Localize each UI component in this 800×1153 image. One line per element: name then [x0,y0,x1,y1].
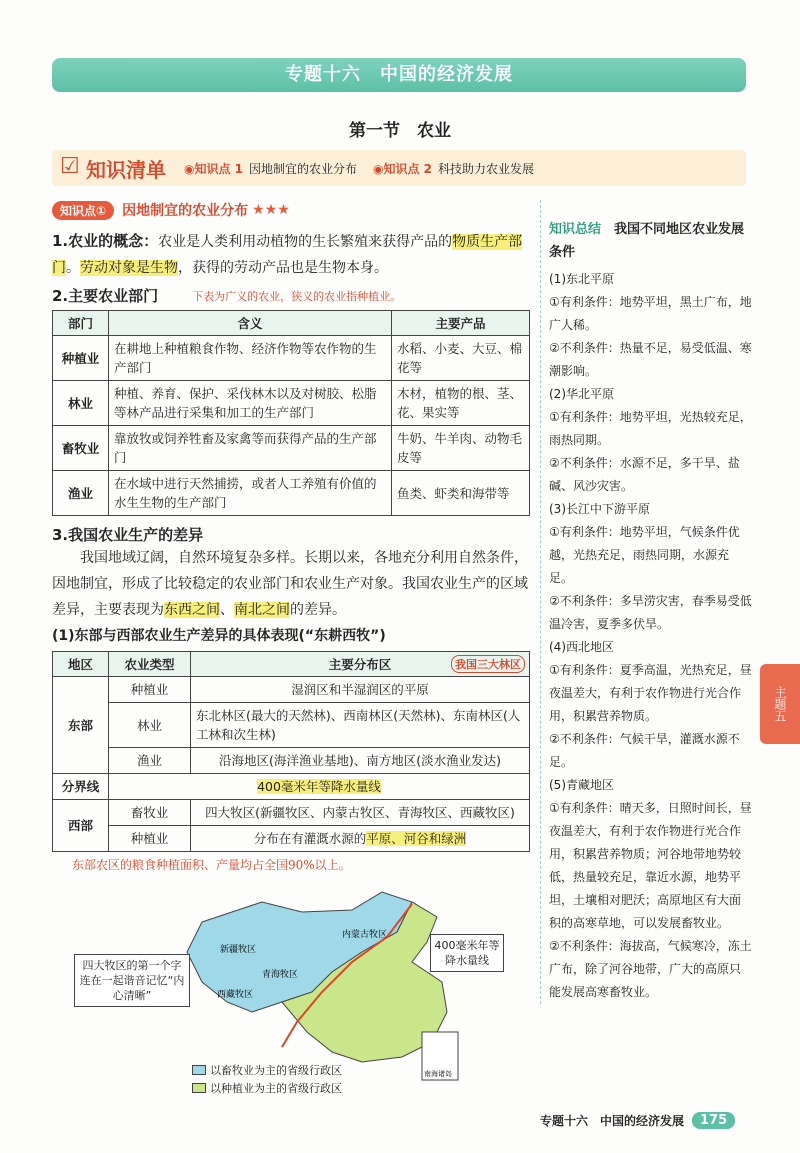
region-line: ①有利条件：地势平坦，黑土广布，地广人稀。 [549,295,752,332]
sectors-heading: 2.主要农业部门 [52,287,159,305]
table-row [53,677,530,703]
diff-heading: 3.我国农业生产的差异 [52,526,204,544]
map-label: 西藏牧区 [217,990,254,1000]
handwritten-note: 下表为广义的农业，狭义的农业指种植业。 [192,289,402,303]
region-line: ①有利条件：夏季高温，光热充足，昼夜温差大，有利于农作物进行光合作用，积累营养物质。 [549,663,752,723]
region-line: ②不利条件：多旱涝灾害，春季易受低温冷害，夏季多伏旱。 [549,594,752,631]
legend-item [192,1080,342,1096]
table-row [53,703,530,748]
knowledge-list-bar [52,150,746,186]
sectors-heading-row [52,285,530,306]
table-row [53,471,530,516]
summary-sidebar [540,200,752,1004]
table-row [53,748,530,774]
cell: 林业 [53,381,109,426]
table-header [191,652,530,677]
cell: 四大牧区(新疆牧区、内蒙古牧区、青海牧区、西藏牧区) [191,800,530,826]
summary-region [549,268,752,383]
cell: 畜牧业 [109,800,191,826]
point-title: 因地制宜的农业分布 [122,203,249,219]
table-row [53,381,530,426]
summary-region [549,498,752,636]
legend-swatch [192,1065,206,1075]
mnemonic-callout: 四大牧区的第一个字连在一起谐音记忆“内心清晰” [74,954,190,1007]
highlight: 400毫米年等降水量线 [257,779,381,794]
knowledge-point-text: 因地制宜的农业分布 [249,161,358,176]
region-name: (1)东北平原 [549,272,614,286]
grain-note: 东部农区的粮食种植面积、产量均占全国90%以上。 [72,858,351,872]
table-header: 部门 [53,311,109,336]
rainfall-callout: 400毫米年等降水量线 [430,934,504,972]
region-line: ②不利条件：海拔高，气候寒冷，冻土广布，除了河谷地带，广大的高原只能发展高寒畜牧业。 [549,939,752,999]
legend-label: 以畜牧业为主的省级行政区 [210,1064,342,1077]
star-rating: ★★★ [252,202,290,218]
concept-label: 1.农业的概念： [52,232,159,250]
concept-paragraph [52,228,530,281]
cell [109,774,530,800]
region-line: ②不利条件：气候干旱，灌溉水源不足。 [549,732,740,769]
header-text: 主要分布区 [328,657,392,672]
checkmark-icon: ☑ [60,154,80,179]
cell: 沿海地区(海洋渔业基地)、南方地区(淡水渔业发达) [191,748,530,774]
highlight: 劳动对象是生物 [80,260,178,276]
knowledge-point-text: 科技助力农业发展 [438,161,535,176]
table-row [53,826,530,852]
sectors-table [52,310,530,516]
page-footer [540,1112,735,1129]
cell: 在耕地上种植粮食作物、经济作物等农作物的生产部门 [109,336,392,381]
cell: 牛奶、牛羊肉、动物毛皮等 [392,426,530,471]
summary-region [549,383,752,498]
diff-subheading: (1)东部与西部农业生产差异的具体表现(“东耕西牧”) [52,628,386,644]
summary-heading [549,218,752,264]
cell: 靠放牧或饲养牲畜及家禽等而获得产品的生产部门 [109,426,392,471]
cell: 水稻、小麦、大豆、棉花等 [392,336,530,381]
region-name: (3)长江中下游平原 [549,502,650,516]
highlight: 南北之间 [234,602,290,618]
map-label: 内蒙古牧区 [342,930,388,940]
legend-item [192,1062,342,1078]
main-column [52,198,530,873]
region-name: (4)西北地区 [549,640,614,654]
table-header: 主要产品 [392,311,530,336]
summary-region [549,636,752,774]
table-row [53,426,530,471]
knowledge-list-title: 知识清单 [86,157,166,182]
highlight: 平原、河谷和绿洲 [366,831,467,846]
cell: 种植业 [53,336,109,381]
text: 的差异。 [290,602,346,618]
table-row [53,800,530,826]
cell: 鱼类、虾类和海带等 [392,471,530,516]
cell: 西部 [53,800,109,852]
punct: 、 [220,602,234,618]
table-header: 农业类型 [109,652,191,677]
legend-swatch [192,1083,206,1093]
inset-label: 南海诸岛 [424,1070,452,1078]
footer-title: 专题十六 中国的经济发展 [540,1114,685,1128]
forest-note: 我国三大林区 [451,655,525,673]
chapter-banner: 专题十六 中国的经济发展 [52,58,746,92]
map-label: 青海牧区 [262,970,299,980]
summary-region [549,774,752,1004]
cell: 林业 [109,703,191,748]
region-line: ①有利条件：地势平坦，气候条件优越，光热充足，雨热同期，水源充足。 [549,525,740,585]
legend-label: 以种植业为主的省级行政区 [210,1082,342,1095]
table-header: 含义 [109,311,392,336]
region-name: (5)青藏地区 [549,778,614,792]
cell: 分界线 [53,774,109,800]
cell [191,826,530,852]
region-line: ②不利条件：水源不足，多干旱、盐碱、风沙灾害。 [549,456,740,493]
diff-paragraph [52,545,530,623]
region-name: (2)华北平原 [549,387,614,401]
cell: 种植业 [109,826,191,852]
point-heading [52,198,530,222]
table-header: 地区 [53,652,109,677]
table-row [53,774,530,800]
punct: 。 [66,260,80,276]
cell: 东北林区(最大的天然林)、西南林区(天然林)、东南林区(人工林和次生林) [191,703,530,748]
highlight: 东西之间 [164,602,220,618]
map-label: 新疆牧区 [220,945,257,955]
theme-side-tab[interactable]: 主题五 [760,664,800,744]
knowledge-point-tag: ◉知识点 2 [373,161,433,176]
region-line: ①有利条件：地势平坦，光热较充足，雨热同期。 [549,410,752,447]
summary-title: 我国不同地区农业发展条件 [549,222,745,260]
cell: 在水域中进行天然捕捞，或者人工养殖有价值的水生生物的生产部门 [109,471,392,516]
cell: 东部 [53,677,109,774]
cell: 种植、养育、保护、采伐林木以及对树胶、松脂等林产品进行采集和加工的生产部门 [109,381,392,426]
summary-tag: 知识总结 [549,222,602,237]
cell: 种植业 [109,677,191,703]
concept-text: ，获得的劳动产品也是生物本身。 [178,260,388,276]
highlight: 物质生产部门 [52,234,523,276]
concept-text: 农业是人类利用动植物的生长繁殖来获得产品的 [158,234,453,250]
knowledge-point-tag: ◉知识点 1 [184,161,243,176]
cell: 湿润区和半湿润区的平原 [191,677,530,703]
cell: 渔业 [109,748,191,774]
cell: 畜牧业 [53,426,109,471]
region-line: ①有利条件：晴天多，日照时间长，昼夜温差大，有利于农作物进行光合作用，积累营养物质；河谷地带地势较低，热量较充足，靠近水源，地势平坦，土壤相对肥沃；高原地区有大面积的高寒草地，可以发展畜牧业。 [549,801,752,930]
point-badge: 知识点① [52,201,114,220]
text: 我国地域辽阔，自然环境复杂多样。长期以来，各地充分利用自然条件，因地制宜，形成了比较稳定的农业部门和农业生产对象。我国农业生产的区域差异，主要表现为 [52,550,528,618]
table-row [53,336,530,381]
east-west-table [52,651,530,852]
cell: 木材，植物的根、茎、花、果实等 [392,381,530,426]
section-title: 第一节 农业 [349,121,451,141]
cell: 渔业 [53,471,109,516]
region-line: ②不利条件：热量不足，易受低温、寒潮影响。 [549,341,752,378]
china-agriculture-map [52,882,530,1100]
page-number: 175 [692,1112,735,1129]
text: 分布在有灌溉水源的 [253,831,367,846]
